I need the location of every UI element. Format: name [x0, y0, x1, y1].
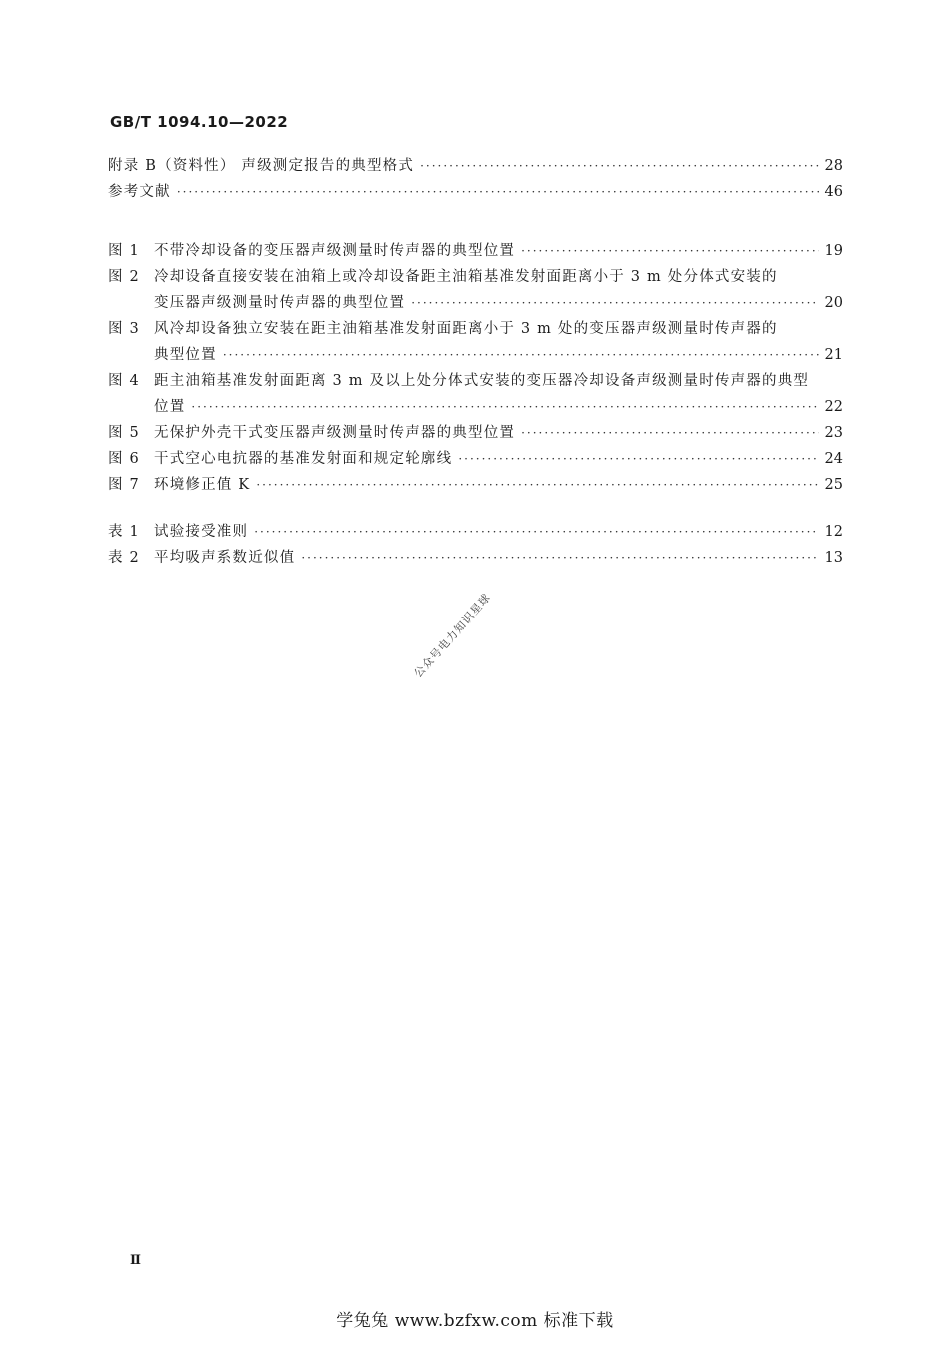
leader-dots: [521, 238, 818, 264]
table-page: 12: [824, 524, 843, 540]
figure-title-line-2: 变压器声级测量时传声器的典型位置: [154, 295, 406, 311]
figure-title-line-1: 冷却设备直接安装在油箱上或冷却设备距主油箱基准发射面距离小于 3 m 处分体式安装的: [154, 269, 778, 285]
toc-entry-references[interactable]: [108, 179, 843, 205]
leader-dots: [254, 519, 818, 545]
figure-entry-6[interactable]: [108, 446, 843, 472]
figure-label: 图 4: [108, 373, 140, 389]
table-entry-1[interactable]: [108, 519, 843, 545]
figure-title: 不带冷却设备的变压器声级测量时传声器的典型位置: [154, 243, 516, 259]
page-number: Ⅱ: [130, 1253, 141, 1268]
leader-dots: [223, 342, 819, 368]
figure-entry-7[interactable]: [108, 472, 843, 498]
figure-page: 25: [824, 477, 843, 493]
figure-title: 无保护外壳干式变压器声级测量时传声器的典型位置: [154, 425, 516, 441]
standard-code: GB/T 1094.10—2022: [110, 113, 289, 131]
footer-source: 学兔兔 www.bzfxw.com 标准下载: [336, 1311, 614, 1331]
figure-entry-4[interactable]: [108, 368, 843, 420]
figure-page: 20: [824, 295, 843, 311]
figure-label: 图 7: [108, 477, 140, 493]
figure-page: 22: [824, 399, 843, 415]
figure-entry-5[interactable]: [108, 420, 843, 446]
figure-label: 图 5: [108, 425, 140, 441]
figure-title-line-2: 位置: [154, 399, 186, 415]
figure-list: [108, 238, 843, 498]
table-title: 平均吸声系数近似值: [154, 550, 296, 566]
figure-title: 环境修正值 K: [154, 477, 251, 493]
toc-entry-appendix-b[interactable]: [108, 153, 843, 179]
figure-label: 图 1: [108, 243, 140, 259]
figure-page: 19: [824, 243, 843, 259]
table-page: 13: [824, 550, 843, 566]
figure-page: 24: [824, 451, 843, 467]
toc-entry-title: 附录 B（资料性） 声级测定报告的典型格式: [108, 158, 415, 174]
table-title: 试验接受准则: [154, 524, 249, 540]
table-label: 表 2: [108, 550, 140, 566]
figure-label: 图 3: [108, 321, 140, 337]
leader-dots: [301, 545, 818, 571]
figure-entry-2[interactable]: [108, 264, 843, 316]
leader-dots: [411, 290, 818, 316]
figure-label: 图 2: [108, 269, 140, 285]
figure-title-line-1: 风冷却设备独立安装在距主油箱基准发射面距离小于 3 m 处的变压器声级测量时传声器的: [154, 321, 778, 337]
figure-entry-3[interactable]: [108, 316, 843, 368]
table-entry-2[interactable]: [108, 545, 843, 571]
figure-title: 干式空心电抗器的基准发射面和规定轮廓线: [154, 451, 453, 467]
toc-entry-title: 参考文献: [108, 184, 171, 200]
figure-label: 图 6: [108, 451, 140, 467]
toc-appendix-section: [108, 153, 843, 205]
watermark: 公众号电力知识星球: [411, 591, 494, 681]
leader-dots: [521, 420, 818, 446]
toc-entry-page: 28: [824, 158, 843, 174]
table-label: 表 1: [108, 524, 140, 540]
figure-title-line-1: 距主油箱基准发射面距离 3 m 及以上处分体式安装的变压器冷却设备声级测量时传声器的典型: [154, 373, 810, 389]
leader-dots: [256, 472, 818, 498]
figure-entry-1[interactable]: [108, 238, 843, 264]
leader-dots: [420, 153, 818, 179]
figure-page: 23: [824, 425, 843, 441]
leader-dots: [458, 446, 818, 472]
figure-page: 21: [824, 347, 843, 363]
table-list: [108, 519, 843, 571]
leader-dots: [191, 394, 818, 420]
leader-dots: [177, 179, 819, 205]
figure-title-line-2: 典型位置: [154, 347, 217, 363]
toc-entry-page: 46: [824, 184, 843, 200]
